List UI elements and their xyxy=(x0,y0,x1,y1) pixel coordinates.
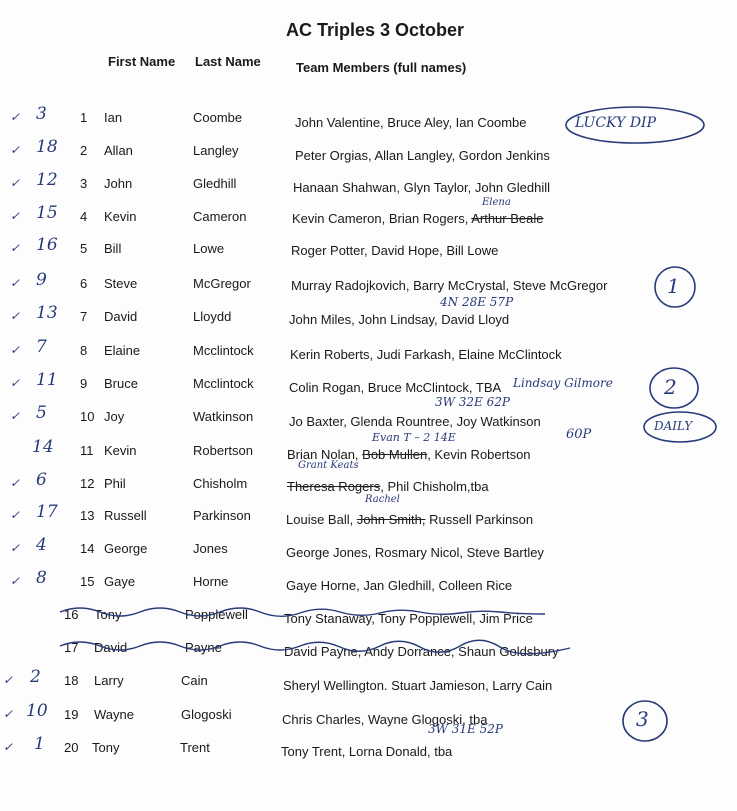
crossed-out-name: Bob Mullen xyxy=(362,447,428,462)
table-row xyxy=(0,395,737,435)
first-name: Kevin xyxy=(104,209,137,224)
table-row xyxy=(0,427,737,469)
check-mark: ✓ xyxy=(3,707,14,721)
crossed-out-name: John Smith, xyxy=(356,512,426,527)
first-name: Phil xyxy=(104,476,126,491)
handwritten-number: 18 xyxy=(36,137,58,157)
last-name: Popplewell xyxy=(185,607,248,622)
handwritten-number: 11 xyxy=(36,370,58,390)
team-members: George Jones, Rosmary Nicol, Steve Bartley xyxy=(286,545,544,560)
first-name: Tony xyxy=(92,740,120,755)
last-name: Coombe xyxy=(193,110,243,125)
first-name: Russell xyxy=(104,508,147,523)
row-number: 13 xyxy=(80,508,95,523)
row-number: 4 xyxy=(80,209,88,224)
table-row xyxy=(0,636,737,666)
first-name: Bill xyxy=(104,241,122,256)
team-members: Theresa Rogers, Phil Chisholm,tba xyxy=(287,479,489,494)
last-name: Cain xyxy=(181,673,208,688)
first-name: John xyxy=(104,176,133,191)
first-name: George xyxy=(104,541,148,556)
last-name: Gledhill xyxy=(193,176,237,191)
last-name: McGregor xyxy=(193,276,251,291)
oval-2-label: 2 xyxy=(664,375,677,399)
first-name: Elaine xyxy=(104,343,141,358)
table-row xyxy=(0,139,737,169)
oval-3-label: 3 xyxy=(636,707,649,731)
first-name: Wayne xyxy=(94,707,134,722)
table-row xyxy=(0,172,737,202)
row-number: 9 xyxy=(80,376,88,391)
first-name: Steve xyxy=(104,276,138,291)
team-members: John Valentine, Bruce Aley, Ian Coombe xyxy=(295,115,527,130)
handwritten-number: 1 xyxy=(34,734,45,754)
table-row xyxy=(0,494,737,534)
table-row xyxy=(0,722,737,766)
last-name: Mcclintock xyxy=(193,343,254,358)
check-mark: ✓ xyxy=(10,508,21,522)
table-row xyxy=(0,669,737,699)
team-members: Kerin Roberts, Judi Farkash, Elaine McClintock xyxy=(290,347,562,362)
team-members: Gaye Horne, Jan Gledhill, Colleen Rice xyxy=(286,578,513,593)
team-members: Brian Nolan, Bob Mullen, Kevin Robertson xyxy=(287,447,531,462)
table-row xyxy=(0,603,737,633)
handwritten-note: 3W 32E 62P xyxy=(435,395,510,409)
row-number: 18 xyxy=(64,673,79,688)
handwritten-number: 2 xyxy=(30,667,41,687)
header-last-name: Last Name xyxy=(195,54,261,69)
first-name: Allan xyxy=(104,143,133,158)
team-members: Roger Potter, David Hope, Bill Lowe xyxy=(291,243,499,258)
team-members: Kevin Cameron, Brian Rogers, Arthur Beale xyxy=(292,211,544,226)
check-mark: ✓ xyxy=(10,209,21,223)
handwritten-number: 10 xyxy=(26,701,48,721)
team-members: Colin Rogan, Bruce McClintock, TBA xyxy=(289,380,502,395)
last-name: Langley xyxy=(193,143,239,158)
last-name: Horne xyxy=(193,574,229,589)
team-members: Tony Stanaway, Tony Popplewell, Jim Price xyxy=(284,611,533,626)
handwritten-note: Evan T – 2 14E xyxy=(372,431,456,444)
handwritten-number: 9 xyxy=(36,270,47,290)
oval-1-label: 1 xyxy=(667,274,680,298)
check-mark: ✓ xyxy=(10,110,21,124)
handwritten-number: 13 xyxy=(36,303,58,323)
check-mark: ✓ xyxy=(10,409,21,423)
last-name: Mcclintock xyxy=(193,376,254,391)
row-number: 10 xyxy=(80,409,95,424)
crossed-out-name: Theresa Rogers xyxy=(287,479,381,494)
handwritten-number: 15 xyxy=(36,203,58,223)
row-number: 11 xyxy=(80,443,94,458)
row-number: 7 xyxy=(80,309,88,324)
check-mark: ✓ xyxy=(10,476,21,490)
handwritten-number: 6 xyxy=(36,470,47,490)
handwritten-number: 16 xyxy=(36,235,58,255)
table-row xyxy=(0,570,737,600)
handwritten-note: 60P xyxy=(566,427,592,442)
row-number: 5 xyxy=(80,241,88,256)
check-mark: ✓ xyxy=(3,740,14,754)
handwritten-number: 12 xyxy=(36,170,58,190)
last-name: Payne xyxy=(185,640,222,655)
team-members: Hanaan Shahwan, Glyn Taylor, John Gledhill xyxy=(293,180,551,195)
handwritten-number: 17 xyxy=(36,502,58,522)
first-name: Ian xyxy=(104,110,123,125)
row-number: 6 xyxy=(80,276,88,291)
first-name: Larry xyxy=(94,673,124,688)
row-number: 16 xyxy=(64,607,79,622)
handwritten-number: 3 xyxy=(36,104,47,124)
table-row xyxy=(0,295,737,335)
team-members: Jo Baxter, Glenda Rountree, Joy Watkinson xyxy=(289,414,541,429)
last-name: Chisholm xyxy=(193,476,248,491)
row-number: 15 xyxy=(80,574,95,589)
table-row xyxy=(0,272,737,302)
last-name: Parkinson xyxy=(193,508,251,523)
handwritten-number: 14 xyxy=(32,437,54,457)
last-name: Lowe xyxy=(193,241,225,256)
row-number: 19 xyxy=(64,707,79,722)
last-name: Watkinson xyxy=(193,409,254,424)
header-team-members: Team Members (full names) xyxy=(296,60,467,75)
table-row xyxy=(0,372,737,402)
last-name: Cameron xyxy=(193,209,247,224)
first-name: Tony xyxy=(94,607,122,622)
first-name: Bruce xyxy=(104,376,138,391)
check-mark: ✓ xyxy=(10,241,21,255)
row-number: 12 xyxy=(80,476,95,491)
last-name: Lloydd xyxy=(193,309,232,324)
first-name: Joy xyxy=(104,409,125,424)
handwritten-number: 5 xyxy=(36,403,47,423)
row-number: 2 xyxy=(80,143,88,158)
first-name: Gaye xyxy=(104,574,136,589)
last-name: Trent xyxy=(180,740,210,755)
table-row xyxy=(0,537,737,567)
handwritten-number: 8 xyxy=(36,568,47,588)
first-name: David xyxy=(94,640,128,655)
check-mark: ✓ xyxy=(10,574,21,588)
row-number: 8 xyxy=(80,343,88,358)
check-mark: ✓ xyxy=(10,143,21,157)
check-mark: ✓ xyxy=(10,376,21,390)
handwritten-note: Rachel xyxy=(365,494,400,505)
handwritten-note: 3W 31E 52P xyxy=(428,722,503,736)
daily-label: DAILY xyxy=(654,419,693,433)
team-members: Peter Orgias, Allan Langley, Gordon Jenkins xyxy=(295,148,550,163)
header-first-name: First Name xyxy=(108,54,176,69)
crossed-out-name: Arthur Beale xyxy=(471,211,544,226)
check-mark: ✓ xyxy=(10,343,21,357)
check-mark: ✓ xyxy=(10,309,21,323)
team-members: Chris Charles, Wayne Glogoski, tba xyxy=(282,712,488,727)
row-number: 17 xyxy=(64,640,79,655)
table-row xyxy=(0,703,737,733)
row-number: 14 xyxy=(80,541,95,556)
check-mark: ✓ xyxy=(10,541,21,555)
last-name: Jones xyxy=(193,541,228,556)
lucky-dip-label: LUCKY DIP xyxy=(575,115,656,131)
table-row xyxy=(0,197,737,235)
check-mark: ✓ xyxy=(10,276,21,290)
page-title: AC Triples 3 October xyxy=(286,20,465,40)
handwritten-note: Elena xyxy=(482,197,511,208)
team-members: Sheryl Wellington. Stuart Jamieson, Larry Cain xyxy=(283,678,553,693)
handwritten-number: 7 xyxy=(36,337,47,357)
row-number: 3 xyxy=(80,176,88,191)
check-mark: ✓ xyxy=(10,176,21,190)
table-row xyxy=(0,339,737,369)
first-name: David xyxy=(104,309,138,324)
last-name: Glogoski xyxy=(181,707,232,722)
row-number: 1 xyxy=(80,110,88,125)
handwritten-number: 4 xyxy=(36,535,47,555)
first-name: Kevin xyxy=(104,443,137,458)
table-row xyxy=(0,237,737,267)
handwritten-note: Lindsay Gilmore xyxy=(513,376,613,390)
team-members: David Payne, Andy Dorrance, Shaun Goldsbury xyxy=(284,644,559,659)
row-number: 20 xyxy=(64,740,79,755)
team-members: Tony Trent, Lorna Donald, tba xyxy=(281,744,453,759)
team-members: John Miles, John Lindsay, David Lloyd xyxy=(289,312,510,327)
handwritten-note: 4N 28E 57P xyxy=(440,295,514,309)
team-members: Louise Ball, John Smith, Russell Parkinson xyxy=(286,512,534,527)
last-name: Robertson xyxy=(193,443,253,458)
check-mark: ✓ xyxy=(3,673,14,687)
handwritten-note: Grant Keats xyxy=(298,460,359,471)
team-members: Murray Radojkovich, Barry McCrystal, Steve McGregor xyxy=(291,278,608,293)
